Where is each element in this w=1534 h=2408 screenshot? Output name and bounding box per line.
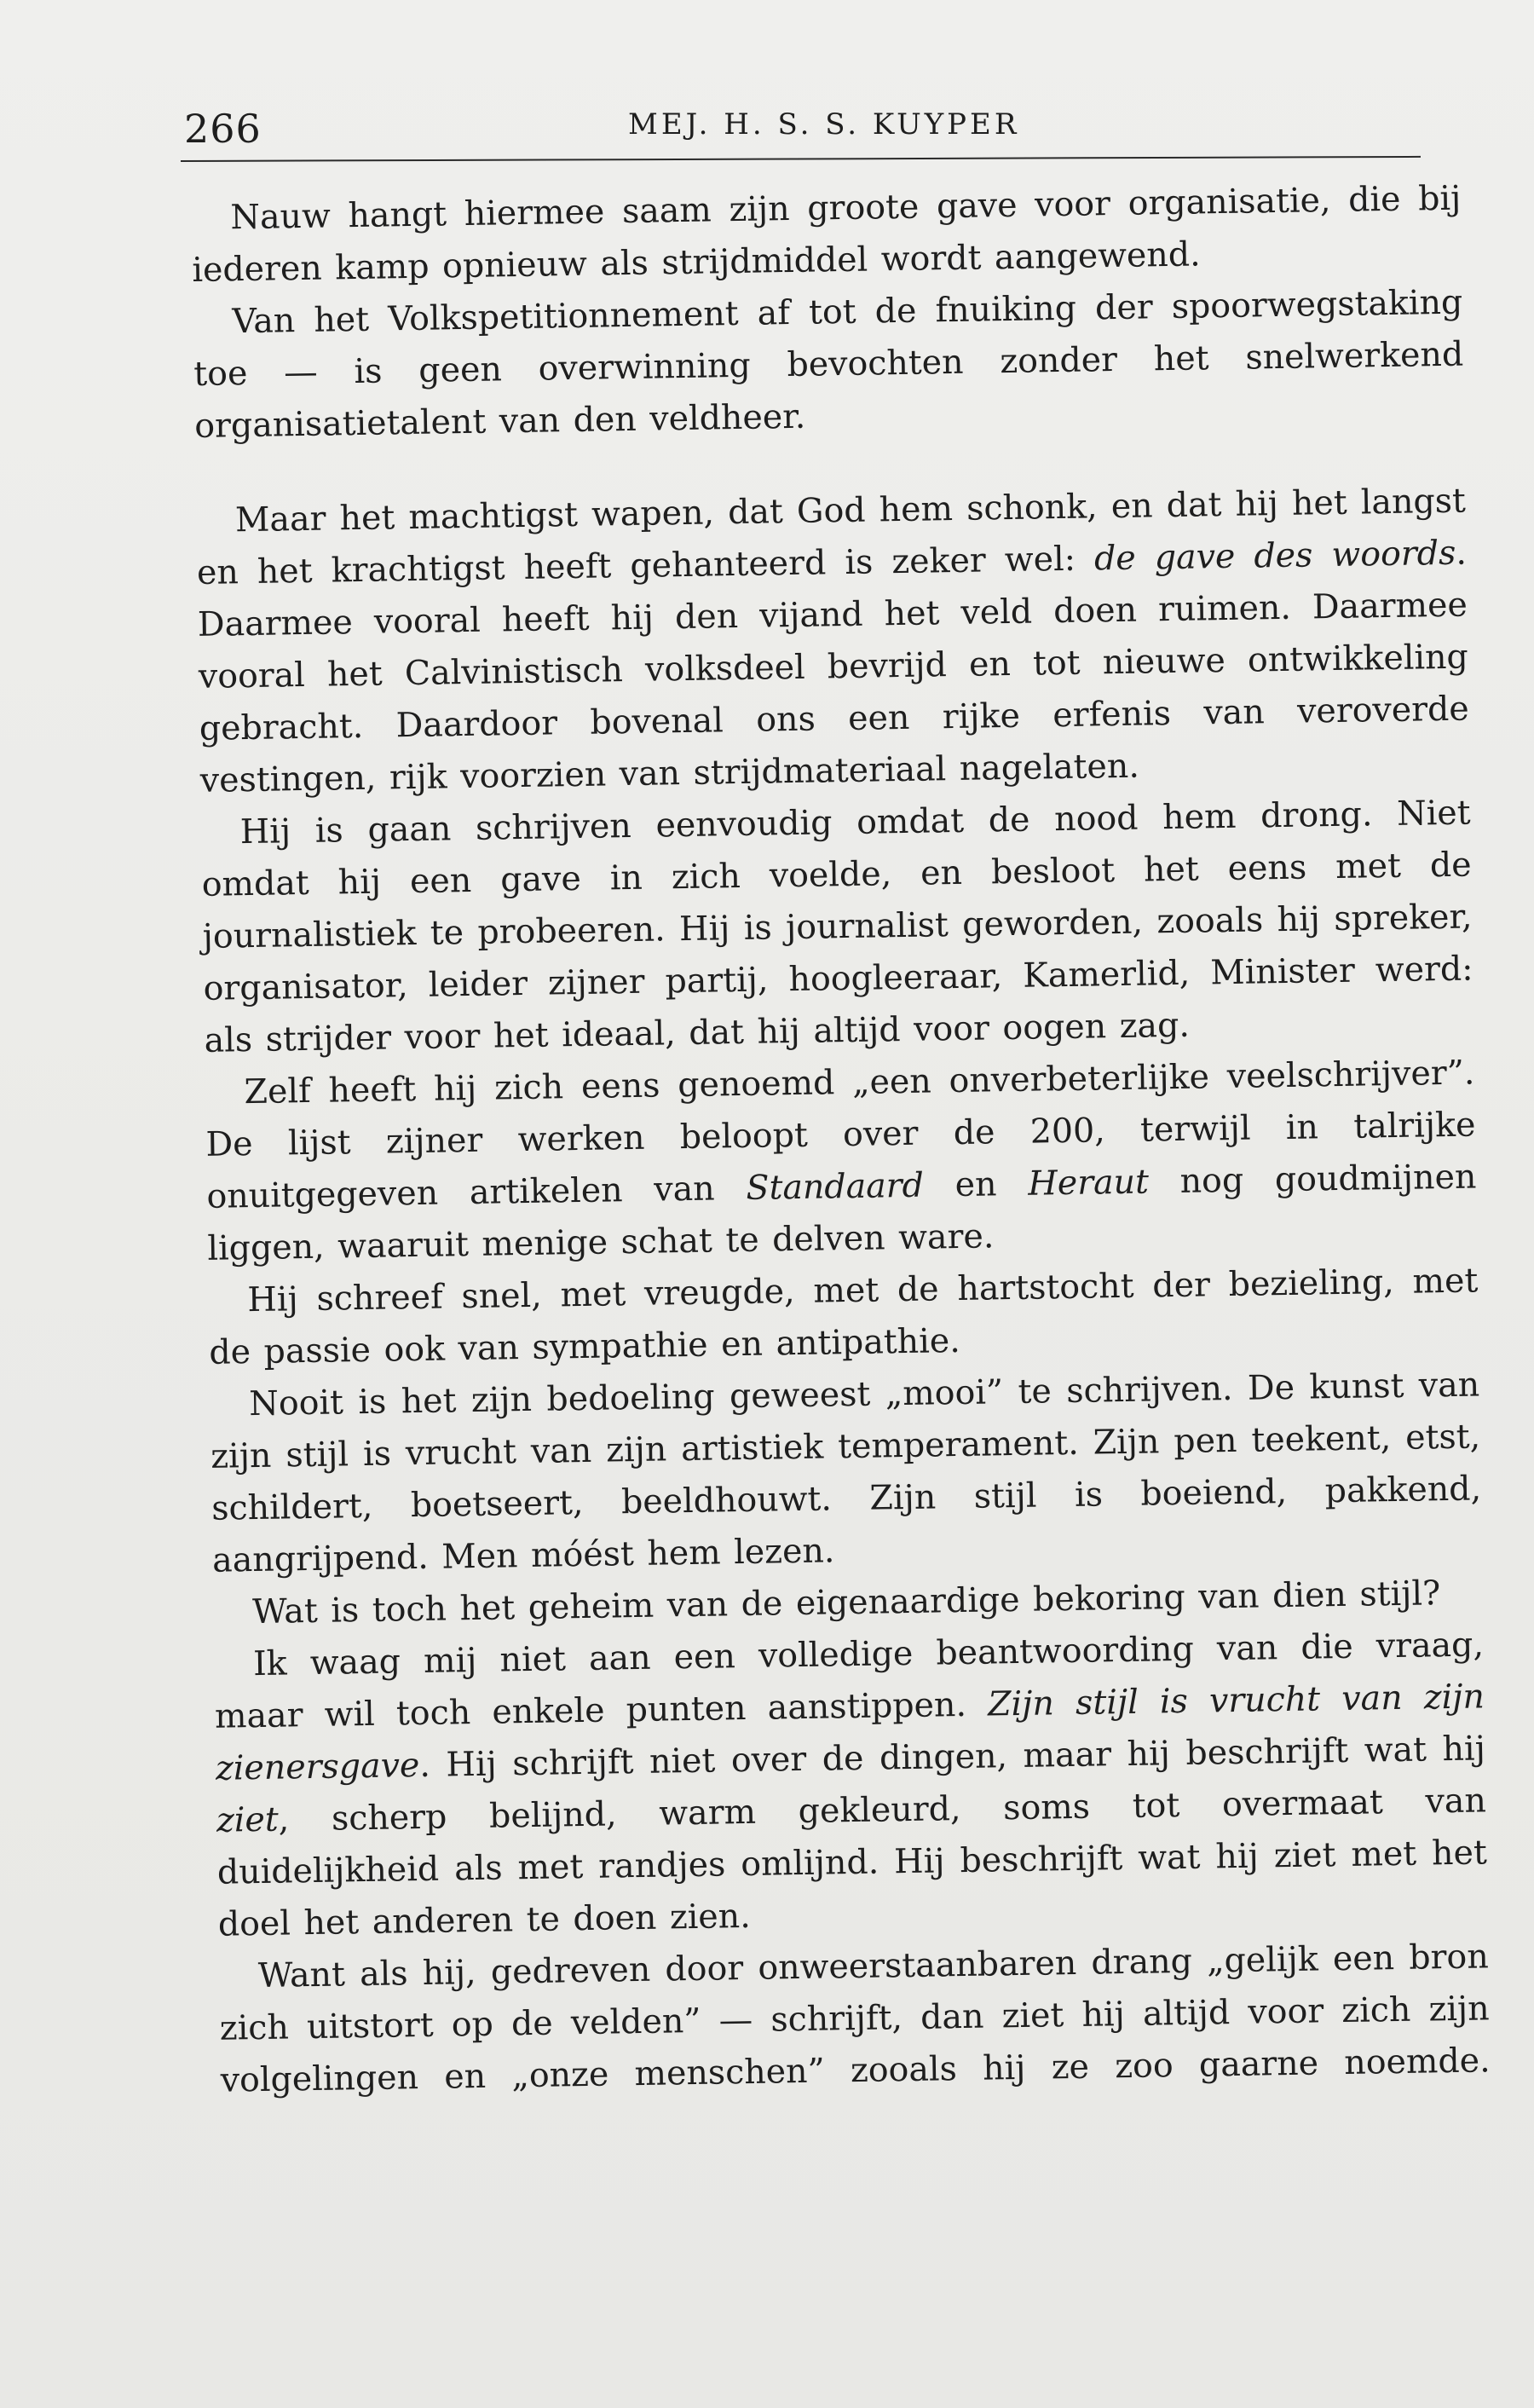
paragraph-text: Nauw hangt hiermee saam zijn groote gave voor organisatie, die bij iederen kamp opnieuw als strijdmiddel wordt aangewend. [192, 178, 1462, 290]
italic-title-standaard: Standaard [746, 1165, 925, 1208]
paragraph-volkspetitionnement [193, 277, 1465, 453]
paragraph-text: Maar het machtigst wapen, dat God hem schonk, en dat hij het langst en het krachtigst heeft gehanteerd is zeker wel: [196, 481, 1467, 592]
italic-phrase: de gave des woords [1093, 533, 1456, 579]
italic-word: ziet [216, 1799, 280, 1840]
paragraph-mooi-schrijven [210, 1359, 1483, 1586]
paragraph-text: Wat is toch het geheim van de eigenaardige bekoring van dien stijl? [251, 1574, 1441, 1632]
page-number: 266 [184, 106, 262, 152]
paragraph-zienersgave [214, 1619, 1489, 1950]
paragraph-schrijven [200, 788, 1474, 1067]
paragraph-text: , scherp belijnd, warm gekleurd, soms tot overmaat van duidelijkheid als met randjes omlijnd. Hij beschrijft wat hij ziet met het doel het anderen te doen zien. [216, 1781, 1488, 1944]
italic-title-heraut: Heraut [1027, 1162, 1150, 1204]
paragraph-text: Ik waag mij niet aan een volledige beantwoording van die vraag, maar wil toch enkele punten aanstippen. [214, 1625, 1485, 1736]
paragraph-text: Van het Volkspetitionnement af tot de fnuiking der spoorwegstaking toe — is geen overwinning bevochten zonder het snelwerkend organisatietalent van den veldheer. [193, 282, 1464, 446]
paragraph-onze-menschen [218, 1931, 1491, 2106]
paragraph-text: Nooit is het zijn bedoeling geweest „mooi” te schrijven. De kunst van zijn stijl is vrucht van zijn artistiek temperament. Zijn pen teekent, etst, schildert, boetseert, beeldhouwt. Zijn stijl is boeiend, pakkend, aangrijpend. Men móést hem lezen. [210, 1365, 1482, 1580]
body-text [191, 173, 1491, 2107]
page-header [181, 101, 1425, 169]
paragraph-machtigst-wapen [196, 476, 1471, 807]
paragraph-text: Hij schreef snel, met vreugde, met de hartstocht der bezieling, met de passie ook van sympathie en antipathie. [209, 1261, 1479, 1372]
running-head: MEJ. H. S. S. KUYPER [628, 107, 1020, 141]
paragraph-veelschrijver [205, 1047, 1478, 1274]
paragraph-text: . Daarmee vooral heeft hij den vijand het veld doen ruimen. Daarmee vooral het Calvinistisch volksdeel bevrijd en tot nieuwe ontwikkeling gebracht. Daardoor bovenal ons een rijke erfenis van veroverde vestingen, rijk voorzien van strijdmateriaal nagelaten. [197, 533, 1470, 800]
italic-phrase: Zijn stijl is vrucht van zijn zienersgave [215, 1677, 1485, 1788]
paragraph-text: . Hij schrijft niet over de dingen, maar hij beschrijft wat hij [418, 1729, 1486, 1786]
paragraph-organisatie [191, 173, 1462, 297]
paragraph-text: en [923, 1164, 1029, 1205]
paragraph-schreef-snel [208, 1255, 1479, 1378]
header-rule [181, 156, 1421, 162]
paragraph-text: Want als hij, gedreven door onweerstaanbaren drang „gelijk een bron zich uitstort op de velden” — schrijft, dan ziet hij altijd voor zich zijn volgelingen en „onze menschen” zooals hij ze zoo gaarne noemde. [219, 1937, 1491, 2100]
paragraph-text: Hij is gaan schrijven eenvoudig omdat de nood hem drong. Niet omdat hij een gave in zich voelde, en besloot het eens met de journalistiek te probeeren. Hij is journalist geworden, zooals hij spreker, organisator, leider zijner partij, hoogleeraar, Kamerlid, Minister werd: als strijder voor het ideaal, dat hij altijd voor oogen zag. [201, 793, 1473, 1060]
paragraph-text: Zelf heeft hij zich eens genoemd „een onverbeterlijke veelschrijver”. De lijst zijner werken beloopt over de 200, terwijl in talrijke onuitgegeven artikelen van [205, 1053, 1476, 1216]
paragraph-text: nog goudmijnen liggen, waaruit menige schat te delven ware. [207, 1157, 1477, 1268]
